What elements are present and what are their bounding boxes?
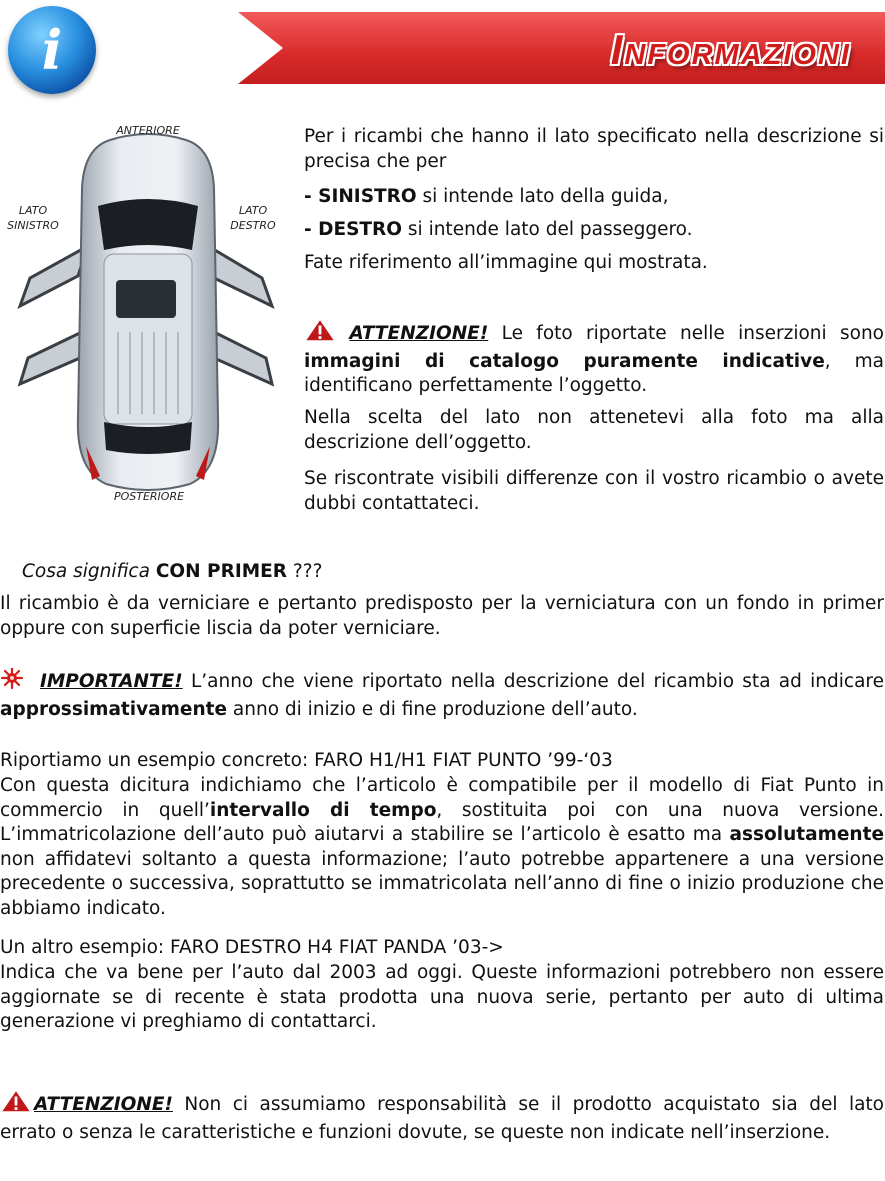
primer-answer-text: Il ricambio è da verniciare e pertanto predisposto per la verniciatura con un fondo in primer oppure con superficie liscia da poter verniciare. [0,593,884,639]
left-doors [20,246,88,384]
example-text-c: non affidatevi soltanto a questa informazione; l’auto potrebbe appartenere a una versione precedente o successiva, soprattutto se immatricolata nell’anno di fine o inizio produzione che abbiamo indicato. [0,848,884,919]
example-explanation [0,774,884,921]
left-side-label-line1: LATO [18,204,48,217]
side-intro [304,125,884,174]
right-side-definition [304,218,884,243]
right-side-term: - DESTRO [304,219,403,240]
primer-term: CON PRIMER [155,561,288,582]
info-glyph: i [41,18,63,82]
second-example-explanation-text: Indica che va bene per l’auto dal 2003 ad oggi. Queste informazioni potrebbero non essere aggiornate se di recente è stata prodotta una nuova serie, pertanto per auto di ultima generazione vi preghiamo di contattarci. [0,962,884,1032]
important-text-end: anno di inizio e di fine produzione dell’auto. [227,698,638,720]
contact-note [304,467,884,516]
left-side-definition [304,185,884,210]
example-text-a: Con questa dicitura indichiamo che l’articolo è compatibile per il modello di Fiat Punto in commercio in quell’ [0,775,884,821]
attention-bold: immagini di catalogo puramente indicative [304,350,825,372]
primer-answer [0,592,884,641]
side-choice-text: Nella scelta del lato non attenetevi alla foto ma alla descrizione dell’oggetto. [304,407,884,453]
attention-notice-photos [304,318,884,399]
example-bold-2: assolutamente [729,824,884,845]
important-title: IMPORTANTE! [40,671,183,692]
second-example-text: Un altro esempio: FARO DESTRO H4 FIAT PANDA ’03-> [0,937,504,958]
example-text-b: , sostituita poi con una nuova versione. L’immatricolazione dell’auto può aiutarvi a stabilire se l’articolo è esatto ma [0,799,884,845]
car-diagram [0,118,290,510]
front-label: ANTERIORE [116,124,180,137]
right-side-label-line2: DESTRO [230,219,276,232]
left-side-meaning: si intende lato della guida, [416,186,669,207]
attention-notice-liability [0,1089,884,1145]
refer-to-image [304,251,884,276]
primer-question-marks: ??? [287,561,323,582]
example-bold-1: intervallo di tempo [209,799,437,821]
primer-question [22,560,622,585]
example-heading-text: Riportiamo un esempio concreto: FARO H1/H1 FIAT PUNTO ’99-‘03 [0,750,613,771]
attention-title-2: ATTENZIONE! [34,1094,173,1115]
warning-triangle-icon [304,318,336,350]
contact-text: Se riscontrate visibili differenze con il vostro ricambio o avete dubbi contattateci. [304,468,884,514]
refer-text: Fate riferimento all’immagine qui mostrata. [304,252,708,273]
second-example-heading [0,936,884,961]
important-bold: approssimativamente [0,698,228,720]
page-title: Informazioni [610,26,851,73]
attention-title: ATTENZIONE! [349,323,489,344]
rear-label: POSTERIORE [113,490,185,503]
important-text: L’anno che viene riportato nella descrizione del ricambio sta ad indicare [182,671,884,692]
second-example-explanation [0,961,884,1035]
right-side-label-line1: LATO [238,204,268,217]
attention-text-end: , ma identificano perfettamente l’oggetto. [304,350,884,396]
car-top-view-illustration [0,118,290,510]
left-side-label-line2: SINISTRO [7,219,59,232]
info-icon [8,6,96,94]
warning-triangle-icon [0,1089,34,1121]
right-side-meaning: si intende lato del passeggero. [402,219,693,240]
side-intro-text: Per i ricambi che hanno il lato specificato nella descrizione si precisa che per [304,126,884,172]
attention-text: Le foto riportate nelle inserzioni sono [488,323,884,344]
left-side-term: - SINISTRO [304,186,417,207]
important-notice [0,668,884,722]
example-heading [0,749,884,774]
side-choice-note [304,406,884,455]
primer-question-text: Cosa significa [22,561,150,582]
star-burst-icon [0,668,40,698]
liability-text: Non ci assumiamo responsabilità se il prodotto acquistato sia del lato errato o senza le caratteristiche e funzioni dovute, se queste non indicate nell’inserzione. [0,1094,884,1143]
header-banner [0,0,885,100]
